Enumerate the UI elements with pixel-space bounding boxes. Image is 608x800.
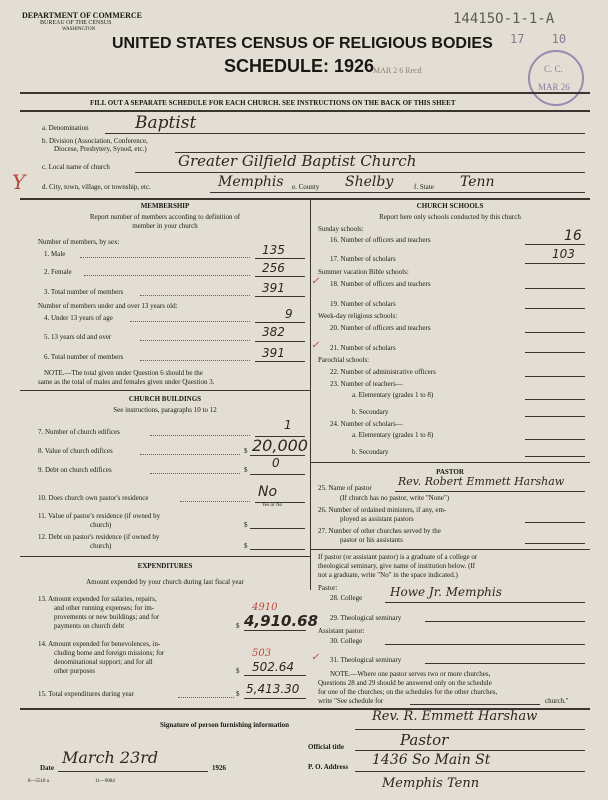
q24b-label: b. Secondary (352, 448, 389, 456)
date-value: March 23rd (62, 748, 159, 767)
pastor-sublabel: Pastor: (318, 584, 338, 592)
q26-label-2: ployed as assistant pastors (340, 515, 414, 523)
state-value: Tenn (460, 174, 495, 190)
q1-value: 135 (262, 243, 285, 257)
q9-dollar: $ (244, 466, 248, 474)
q3-value: 391 (262, 281, 285, 295)
q14-label-2: cluding home and foreign missions; for (54, 649, 165, 657)
q13-label-2: and other running expenses; for im- (54, 604, 155, 612)
date-year: 1926 (212, 764, 226, 772)
q5-label: 5. 13 years old and over (44, 333, 112, 341)
q22-label: 22. Number of administrative officers (330, 368, 436, 376)
grad-instr-3: not a graduate, write "No" in the space indicated.) (318, 571, 458, 579)
membership-intro: Report number of members according to definition of (89, 213, 241, 221)
q16-value: 16 (564, 228, 582, 244)
q2-label: 2. Female (44, 268, 72, 276)
age-intro: Number of members under and over 13 years old: (38, 302, 178, 310)
q13-label-3: provements or new buildings; and for (54, 613, 160, 621)
q25-value: Rev. Robert Emmett Harshaw (398, 475, 565, 488)
q25-note: (If church has no pastor, write "None") (340, 494, 450, 502)
q24-label: 24. Number of scholars— (330, 420, 403, 428)
by-sex-label: Number of members, by sex: (38, 238, 120, 246)
cc-stamp (528, 50, 584, 106)
address-label: P. O. Address (308, 763, 349, 771)
q11-dollar: $ (244, 521, 248, 529)
q2-value: 256 (262, 261, 285, 275)
form-title: UNITED STATES CENSUS OF RELIGIOUS BODIES (112, 35, 493, 52)
q10-value: No (258, 484, 278, 500)
q10-label: 10. Does church own pastor's residence (38, 494, 149, 502)
q26-label: 26. Number of ordained ministers, if any, em- (318, 506, 447, 514)
grad-instr: If pastor (or assistant pastor) is a graduate of a college or (318, 553, 478, 561)
print-number: 11—9084 (95, 779, 115, 784)
q20-label: 20. Number of officers and teachers (330, 324, 431, 332)
q17-label: 17. Number of scholars (330, 255, 396, 263)
q8-label: 8. Value of church edifices (38, 447, 113, 455)
q11-label-2: church) (90, 521, 112, 529)
expenditures-title: EXPENDITURES (137, 562, 193, 570)
schools-sub: Report here only schools conducted by this church (379, 213, 521, 221)
q12-label: 12. Debt on pastor's residence (if owned by (38, 533, 160, 541)
membership-note: NOTE.—The total given under Question 6 should be the (44, 369, 203, 377)
buildings-title: CHURCH BUILDINGS (128, 395, 202, 403)
q8-dollar: $ (244, 447, 248, 455)
q24a-label: a. Elementary (grades 1 to 8) (352, 431, 434, 439)
pastor-note-2: Questions 28 and 29 should be answered only on the schedule (318, 679, 492, 687)
denomination-value: Baptist (135, 113, 197, 133)
q14-label-4: other purposes (54, 667, 96, 675)
q9-value: 0 (272, 456, 280, 470)
q23-label: 23. Number of teachers— (330, 380, 403, 388)
schedule-title: SCHEDULE: 1926 (224, 56, 375, 76)
city-value: Memphis (218, 174, 284, 190)
q13-red-value: 4910 (252, 602, 278, 613)
q13-label: 13. Amount expended for salaries, repairs, (38, 595, 157, 603)
division-label-2: Diocese, Presbytery, Synod, etc.) (54, 145, 147, 153)
q7-value: 1 (284, 418, 292, 432)
signature-value: Rev. R. Emmett Harshaw (372, 709, 538, 724)
q4-label: 4. Under 13 years of age (44, 314, 113, 322)
pastor-note-5: church." (545, 697, 569, 705)
parochial-label: Parochial schools: (318, 356, 370, 364)
q31-label: 31. Theological seminary (330, 656, 402, 664)
dept-label: DEPARTMENT OF COMMERCE (22, 11, 143, 20)
check-mark-31: ✓ (311, 652, 320, 663)
q17-value: 103 (552, 247, 575, 261)
buildings-sub: See instructions, paragraphs 10 to 12 (113, 406, 217, 414)
official-title-label: Official title (308, 743, 344, 751)
q3-label: 3. Total number of members (44, 288, 124, 296)
q30-label: 30. College (330, 637, 363, 645)
q9-label: 9. Debt on church edifices (38, 466, 112, 474)
date-label: Date (40, 764, 54, 772)
signature-label: Signature of person furnishing information (160, 721, 289, 729)
yes-or-no-hint: Yes or No (262, 503, 283, 508)
county-label: e. County (292, 183, 320, 191)
q12-dollar: $ (244, 542, 248, 550)
official-title-value: Pastor (400, 731, 449, 749)
q6-label: 6. Total number of members (44, 353, 124, 361)
q23b-label: b. Secondary (352, 408, 389, 416)
membership-title: MEMBERSHIP (140, 202, 190, 210)
q7-label: 7. Number of church edifices (38, 428, 120, 436)
q28-label: 28. College (330, 594, 363, 602)
q15-label: 15. Total expenditures during year (38, 690, 134, 698)
address-value-2: Memphis Tenn (382, 776, 480, 791)
address-value: 1436 So Main St (372, 752, 491, 768)
q13-label-4: payments on church debt (54, 622, 125, 630)
denomination-label: a. Denomination (42, 124, 89, 132)
q14-dollar: $ (236, 667, 240, 675)
q14-red-value: 503 (252, 648, 272, 659)
q12-label-2: church) (90, 542, 112, 550)
expenditures-sub: Amount expended by your church during last fiscal year (86, 578, 244, 586)
state-label: f. State (414, 183, 434, 191)
q4-value: 9 (285, 307, 293, 321)
pastor-note-3: for one of the churches; on the schedules for the other churches, (318, 688, 498, 696)
q23a-label: a. Elementary (grades 1 to 8) (352, 391, 434, 399)
bureau-label: BUREAU OF THE CENSUS (40, 20, 112, 26)
q16-label: 16. Number of officers and teachers (330, 236, 431, 244)
q6-value: 391 (262, 346, 285, 360)
check-mark-18: ✓ (311, 276, 320, 287)
q13-value: 4,910.68 (244, 612, 319, 630)
q5-value: 382 (262, 325, 285, 339)
weekday-label: Week-day religious schools: (318, 312, 398, 320)
pastor-title: PASTOR (436, 468, 464, 476)
form-number: 8—5518 a (28, 779, 49, 784)
membership-note-2: same as the total of males and females given under Question 3. (38, 378, 215, 386)
pastor-note-4: write "See schedule for (318, 697, 384, 705)
summer-label: Summer vacation Bible schools: (318, 268, 409, 276)
pastor-note: NOTE.—Where one pastor serves two or more churches, (330, 670, 491, 678)
q15-dollar: $ (236, 690, 240, 698)
q21-label: 21. Number of scholars (330, 344, 396, 352)
local-name-label: c. Local name of church (42, 163, 110, 171)
q14-label: 14. Amount expended for benevolences, in- (38, 640, 161, 648)
sunday-label: Sunday schools: (318, 225, 364, 233)
file-number: 14415O-1-1-A (453, 11, 555, 27)
county-value: Shelby (345, 174, 394, 190)
grad-instr-2: theological seminary, give name of institution below. (If (318, 562, 476, 570)
q27-label: 27. Number of other churches served by the (318, 527, 441, 535)
division-label: b. Division (Association, Conference, (42, 137, 148, 145)
city-label: d. City, town, village, or township, etc. (42, 183, 151, 191)
schools-title: CHURCH SCHOOLS (416, 202, 484, 210)
q8-value: 20,000 (252, 436, 308, 455)
q27-label-2: pastor or his assistants (340, 536, 403, 544)
q15-value: 5,413.30 (246, 682, 300, 696)
instructions-banner: FILL OUT A SEPARATE SCHEDULE FOR EACH CHURCH. SEE INSTRUCTIONS ON THE BACK OF THIS SHEET (90, 99, 456, 107)
q28-value: Howe Jr. Memphis (390, 585, 502, 599)
q14-label-3: denominational support; and for all (54, 658, 153, 666)
stamp-cc-text: C. C. (544, 64, 563, 74)
q18-label: 18. Number of officers and teachers (330, 280, 431, 288)
membership-intro-2: member in your church (132, 222, 198, 230)
city-label: WASHINGTON (62, 27, 96, 32)
stamp-date-text: MAR 26 (538, 82, 570, 92)
q11-label: 11. Value of pastor's residence (if owned by (38, 512, 161, 520)
q13-dollar: $ (236, 622, 240, 630)
asst-sublabel: Assistant pastor: (318, 627, 365, 635)
q29-label: 29. Theological seminary (330, 614, 402, 622)
q1-label: 1. Male (44, 250, 66, 258)
q25-label: 25. Name of pastor (318, 484, 372, 492)
q14-value: 502.64 (252, 660, 294, 674)
q19-label: 19. Number of scholars (330, 300, 396, 308)
received-stamp: MAR 2 6 Recd (373, 66, 422, 75)
check-mark-21: ✓ (311, 340, 320, 351)
margin-check-mark: Y (12, 170, 26, 194)
church-name-value: Greater Gilfield Baptist Church (178, 152, 417, 170)
top-numbers: 17 10 (510, 32, 567, 46)
